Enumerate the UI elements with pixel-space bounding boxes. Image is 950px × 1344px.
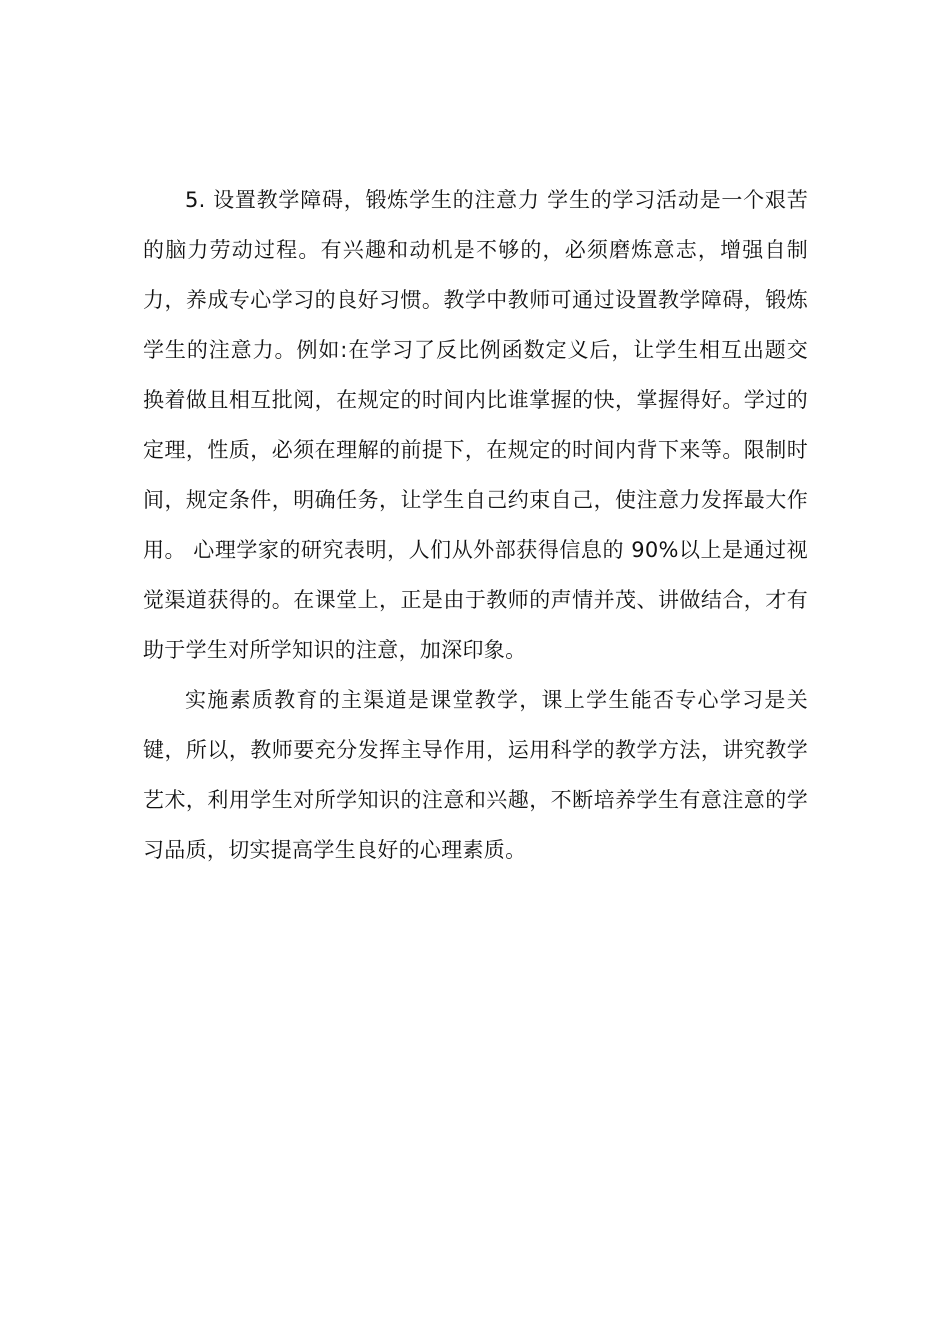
paragraph-attention-training: 5. 设置教学障碍，锻炼学生的注意力 学生的学习活动是一个艰苦的脑力劳动过程。有兴趣和动机是不够的，必须磨炼意志，增强自制力，养成专心学习的良好习惯。教学中教师可通过设置教学障碍，锻炼学生的注意力。例如:在学习了反比例函数定义后，让学生相互出题交换着做且相互批阅，在规定的时间内比谁掌握的快，掌握得好。学过的定理，性质，必须在理解的前提下，在规定的时间内背下来等。限制时间，规定条件，明确任务，让学生自己约束自己，使注意力发挥最大作用。 心理学家的研究表明，人们从外部获得信息的 90%以上是通过视觉渠道获得的。在课堂上，正是由于教师的声情并茂、讲做结合，才有助于学生对所学知识的注意，加深印象。 — [143, 188, 808, 662]
document-body — [143, 175, 808, 875]
paragraph-quality-education: 实施素质教育的主渠道是课堂教学，课上学生能否专心学习是关键，所以，教师要充分发挥主导作用，运用科学的教学方法，讲究教学艺术，利用学生对所学知识的注意和兴趣，不断培养学生有意注意的学习品质，切实提高学生良好的心理素质。 — [143, 688, 808, 862]
